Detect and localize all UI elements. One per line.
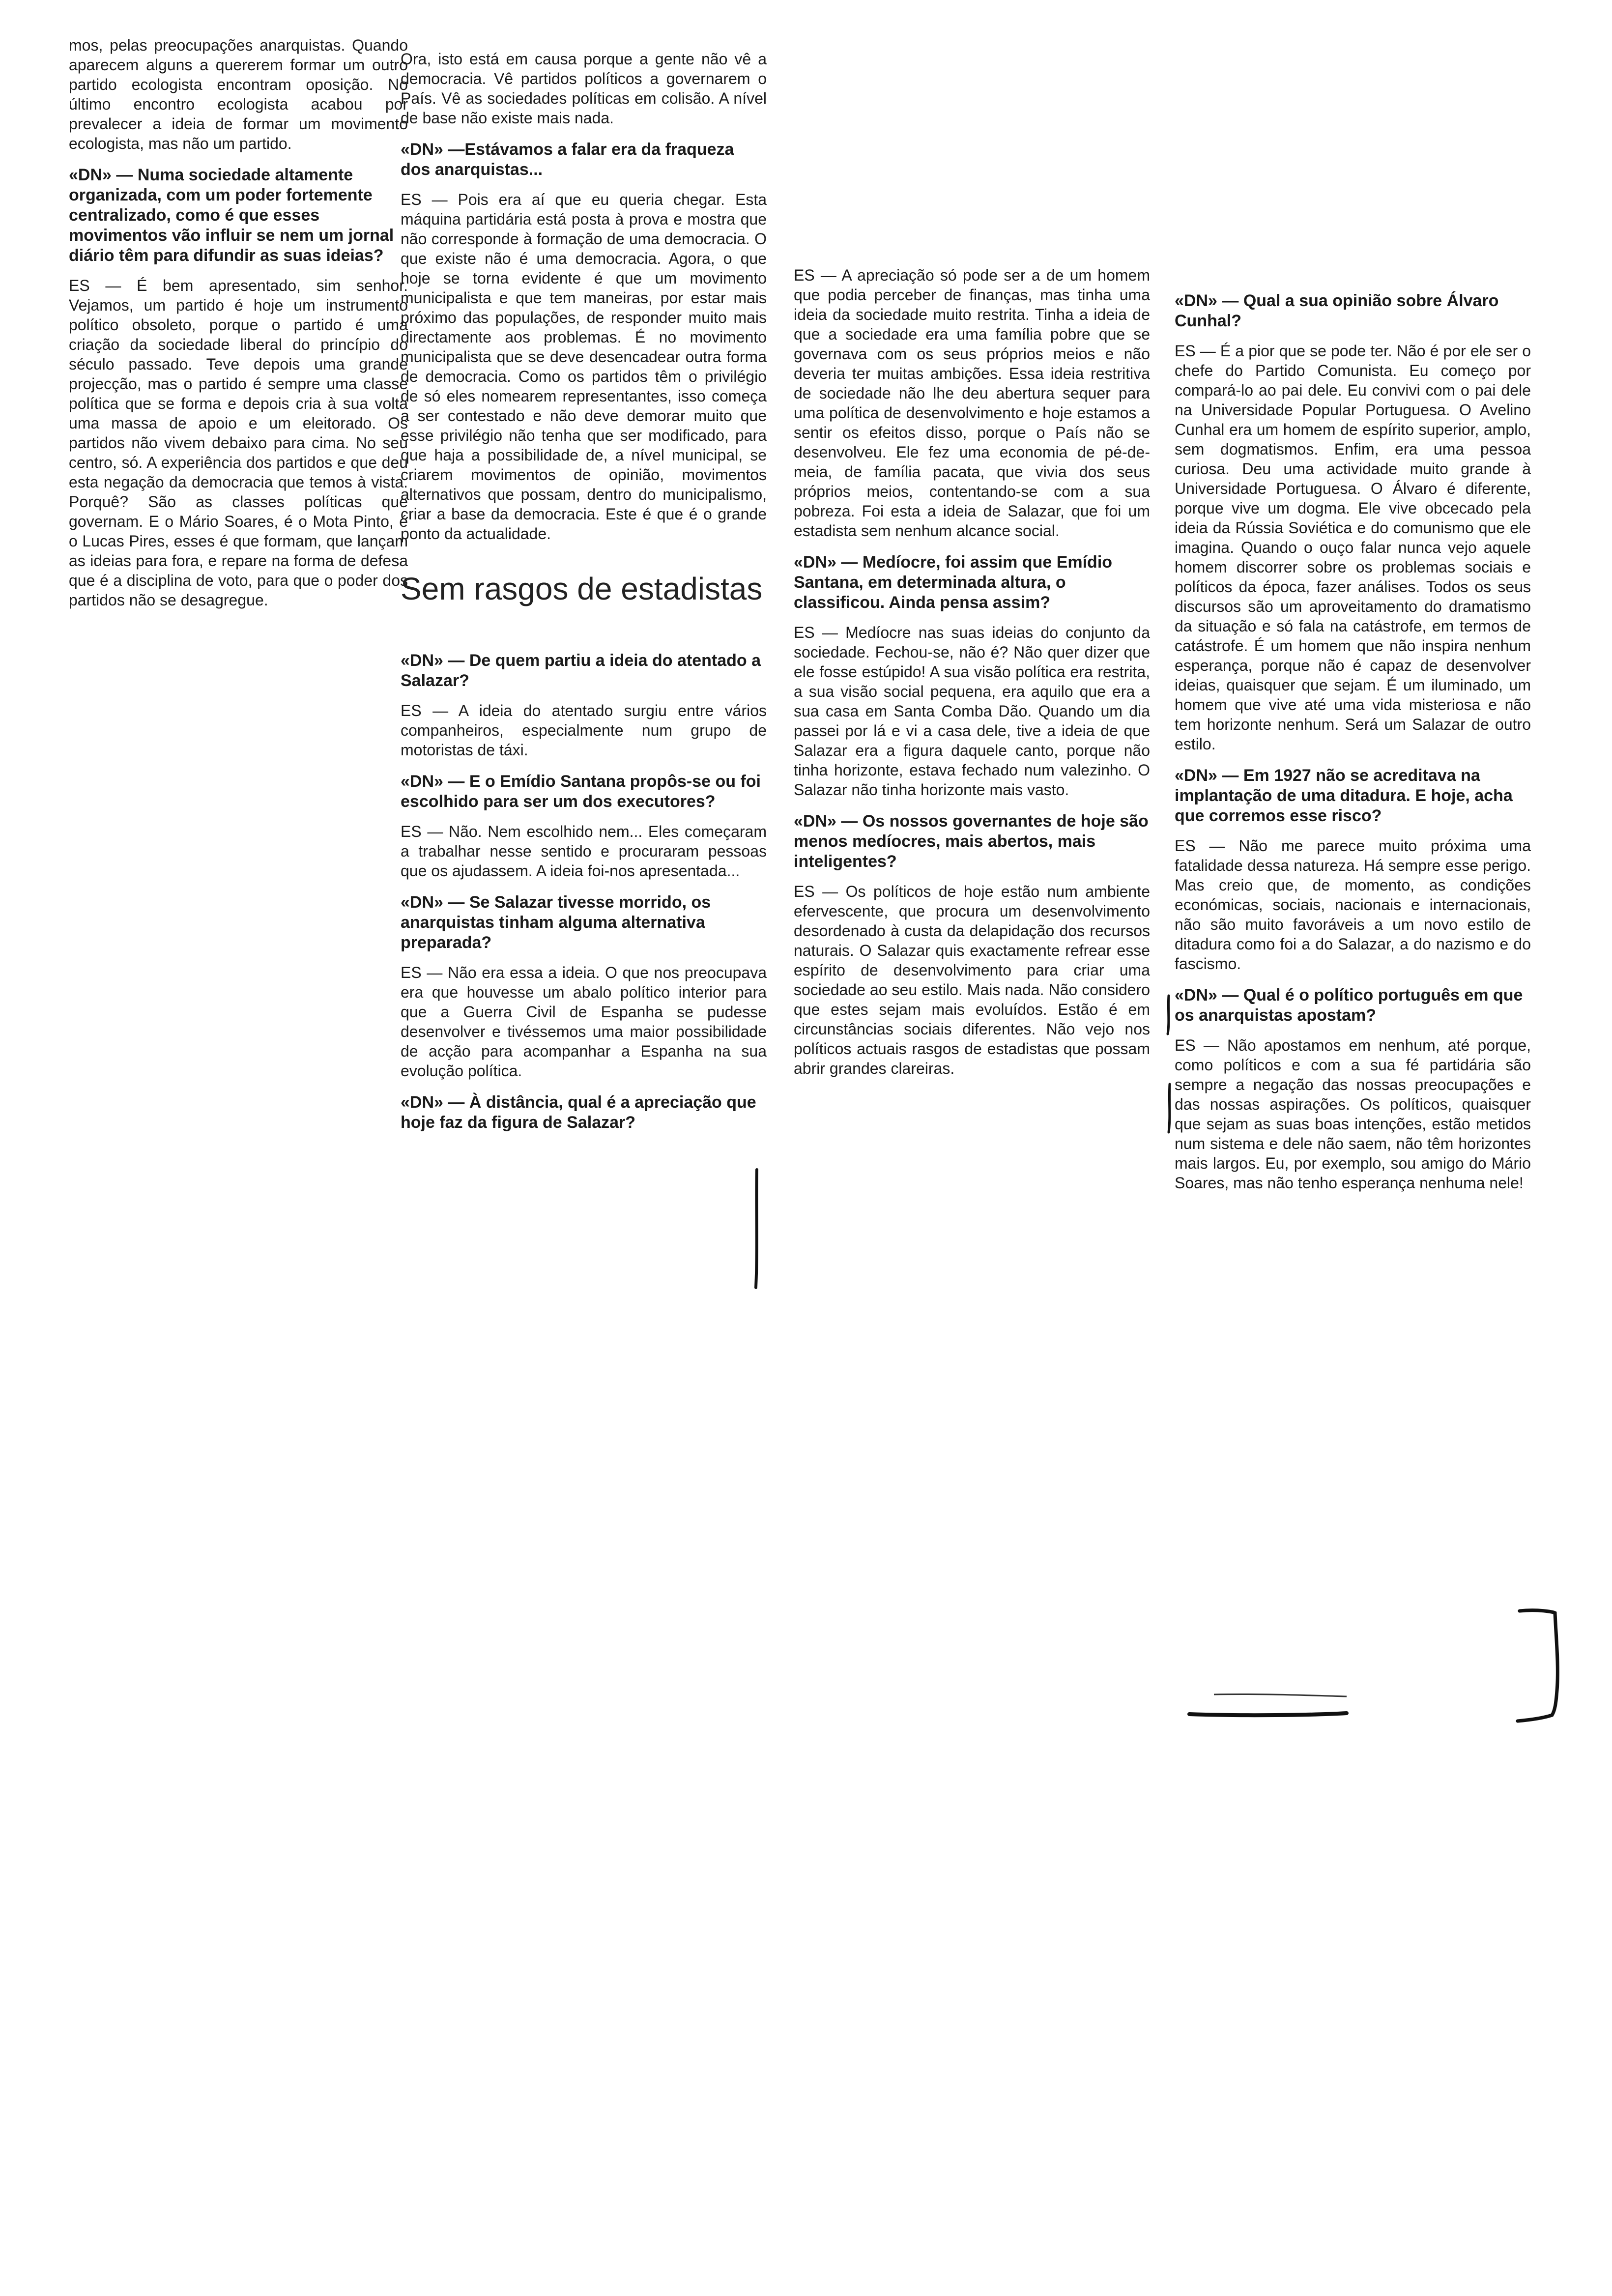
pen-margin-mark — [1165, 1081, 1175, 1135]
interview-question: «DN» — À distância, qual é a apreciação que hoje faz da figura de Salazar? — [401, 1093, 756, 1132]
column-2 — [401, 49, 767, 1143]
interview-question: «DN» — Numa sociedade altamente organizada, com um poder fortemente centralizado, como é que esses movimentos vão influir se nem um jornal diário têm para difundir as suas ideias? — [69, 166, 394, 265]
pen-underline-mark — [1184, 1691, 1391, 1720]
interview-question: «DN» — Em 1927 não se acreditava na implantação de uma ditadura. E hoje, acha que corremos esse risco? — [1175, 766, 1513, 825]
interview-question: «DN» — Qual a sua opinião sobre Álvaro Cunhal? — [1175, 291, 1499, 330]
section-subheading: Sem rasgos de estadistas — [401, 571, 763, 606]
interview-answer: ES — Medíocre nas suas ideias do conjunto da sociedade. Fechou-se, não é? Não quer dizer que ele fosse estúpido! A sua visão política era restrita, a sua visão social pequena, era aquilo que era a sua casa em Santa Comba Dão. Quando um dia passei por lá e vi a casa dele, tive a ideia de que Salazar era a figura daquele canto, porque não tinha horizonte, estava fechado num valezinho. O Salazar não tinha horizonte mais vasto. — [794, 624, 1150, 799]
interview-answer: Ora, isto está em causa porque a gente não vê a democracia. Vê partidos políticos a governarem o País. Vê as sociedades políticas em colisão. A nível de base não existe mais nada. — [401, 50, 767, 127]
interview-question: «DN» — Os nossos governantes de hoje são menos medíocres, mais abertos, mais inteligentes? — [794, 812, 1149, 871]
interview-question: «DN» — Medíocre, foi assim que Emídio Santana, em determinada altura, o classificou. Ainda pensa assim? — [794, 553, 1113, 612]
column-3 — [794, 265, 1150, 1090]
interview-answer: ES — Não apostamos em nenhum, até porque, como políticos e com a sua fé partidária são sempre a negação das nossas preocupações e das nossas aspirações. Os políticos, quaisquer que sejam as suas boas intenções, estão metidos num sistema e dele não saem, não têm horizontes mais largos. Eu, por exemplo, sou amigo do Mário Soares, mas não tenho esperança nenhuma nele! — [1175, 1036, 1531, 1192]
interview-answer: ES — É bem apresentado, sim senhor. Vejamos, um partido é hoje um instrumento político obsoleto, porque o partido é uma criação da sociedade liberal do princípio do século passado. Teve depois uma grande projecção, mas o partido é sempre uma classe política que se forma e depois cria à sua volta uma massa de apoio e um eleitorado. Os partidos não vivem debaixo para cima. No seu centro, só. A experiência dos partidos e que deu esta negação da democracia que temos à vista. Porquê? São as classes políticas que governam. E o Mário Soares, é o Mota Pinto, é o Lucas Pires, esses é que formam, que lançam as ideias para fora, e repare na forma de defesa que é a disciplina de voto, para que o poder dos partidos não se desagregue. — [69, 277, 408, 609]
pen-margin-mark — [1164, 993, 1174, 1037]
column-4 — [1175, 284, 1531, 1205]
interview-answer: ES — A ideia do atentado surgiu entre vários companheiros, especialmente num grupo de motoristas de táxi. — [401, 702, 767, 759]
column-1 — [69, 35, 408, 622]
interview-question: «DN» — E o Emídio Santana propôs-se ou foi escolhido para ser um dos executores? — [401, 772, 761, 811]
interview-answer: ES — Pois era aí que eu queria chegar. Esta máquina partidária está posta à prova e mostra que não corresponde à formação de uma democracia. O que existe não é uma democracia. Agora, o que hoje se torna evidente é que um movimento municipalista e que tem maneiras, por estar mais próximo das populações, de responder muito mais directamente aos problemas. É no movimento municipalista que se deve desencadear outra forma de democracia. Como os partidos têm o privilégio de só eles nomearem representantes, isso começa a ser contestado e não deve demorar muito que esse privilégio não tenha que ser modificado, para que haja a possibilidade de, a nível municipal, se criarem movimentos de opinião, movimentos alternativos que possam, dentro do municipalismo, criar a base da democracia. Este é que é o grande ponto da actualidade. — [401, 191, 767, 543]
interview-answer: ES — Não. Nem escolhido nem... Eles começaram a trabalhar nesse sentido e procuraram pessoas que os ajudassem. A ideia foi-nos apresentada... — [401, 823, 767, 880]
interview-answer: mos, pelas preocupações anarquistas. Quando aparecem alguns a quererem formar um outro partido ecologista encontram oposição. No último encontro ecologista acabou por prevalecer a ideia de formar um movimento ecologista, mas não um partido. — [69, 36, 408, 152]
interview-question: «DN» — Se Salazar tivesse morrido, os anarquistas tinham alguma alternativa preparada? — [401, 893, 711, 952]
interview-answer: ES — Não era essa a ideia. O que nos preocupava era que houvesse um abalo político interior para que a Guerra Civil de Espanha se pudesse desenvolver e tivéssemos uma maior possibilidade de acção para acompanhar a Espanha na sua evolução política. — [401, 964, 767, 1080]
interview-question: «DN» — Qual é o político português em que os anarquistas apostam? — [1175, 986, 1523, 1025]
pen-margin-mark — [751, 1165, 763, 1292]
interview-answer: ES — Não me parece muito próxima uma fatalidade dessa natureza. Há sempre esse perigo. Mas creio que, de momento, as condições económicas, sociais, nacionais e internacionais, não são muito favoráveis a um novo estilo de ditadura como foi a do Salazar, a do nazismo e do fascismo. — [1175, 837, 1531, 973]
interview-answer: ES — Os políticos de hoje estão num ambiente efervescente, que procura um desenvolvimento desordenado à custa da delapidação dos recursos naturais. O Salazar quis exactamente refrear esse espírito de desenvolvimento para criar uma sociedade ao seu estilo. Mais nada. Não considero que estes sejam mais evoluídos. Estão é em circunstâncias sociais diferentes. Não vejo nos políticos actuais rasgos de estadistas que possam abrir grandes clareiras. — [794, 883, 1150, 1077]
interview-question: «DN» —Estávamos a falar era da fraqueza dos anarquistas... — [401, 140, 734, 179]
interview-answer: ES — É a pior que se pode ter. Não é por ele ser o chefe do Partido Comunista. Eu começo por compará-lo ao pai dele. Eu convivi com o pai dele na Universidade Popular Portuguesa. O Avelino Cunhal era um homem de espírito superior, amplo, sem dogmatismos. Enfim, era uma pessoa curiosa. Deu uma actividade muito grande à Universidade Portuguesa. O Álvaro é diferente, porque vive um dogma. Ele vive obcecado pela ideia da Rússia Soviética e do comunismo que ele imagina. Quando o ouço falar nunca vejo aquele homem discorrer sobre os problemas sociais e políticos da época, fazer análises. Todos os seus discursos são um aproveitamento do dramatismo da situação e só fala na catástrofe, em termos de catástrofe. É um homem que não inspira nenhum esperança, porque não é capaz de desenvolver ideias, quaisquer que sejam. É um iluminado, um homem que vive até uma vida misteriosa e não tem horizonte nenhum. Será um Salazar de outro estilo. — [1175, 342, 1531, 753]
interview-question: «DN» — De quem partiu a ideia do atentado a Salazar? — [401, 651, 761, 690]
interview-answer: ES — A apreciação só pode ser a de um homem que podia perceber de finanças, mas tinha uma ideia da sociedade muito restrita. Tinha a ideia de que a sociedade era uma família pobre que se governava com os seus próprios meios e não deveria ter muitas ambições. Essa ideia restritiva de sociedade não lhe deu abertura sequer para uma política de desenvolvimento e hoje estamos a sentir os efeitos disso, porque o País não se desenvolveu. Ele fez uma economia de pé-de-meia, de família pacata, que vivia dos seus próprios meios, contentando-se com a sua pobreza. Foi esta a ideia de Salazar, que foi um estadista sem nenhum alcance social. — [794, 266, 1150, 540]
pen-bracket-mark — [1514, 1607, 1573, 1725]
